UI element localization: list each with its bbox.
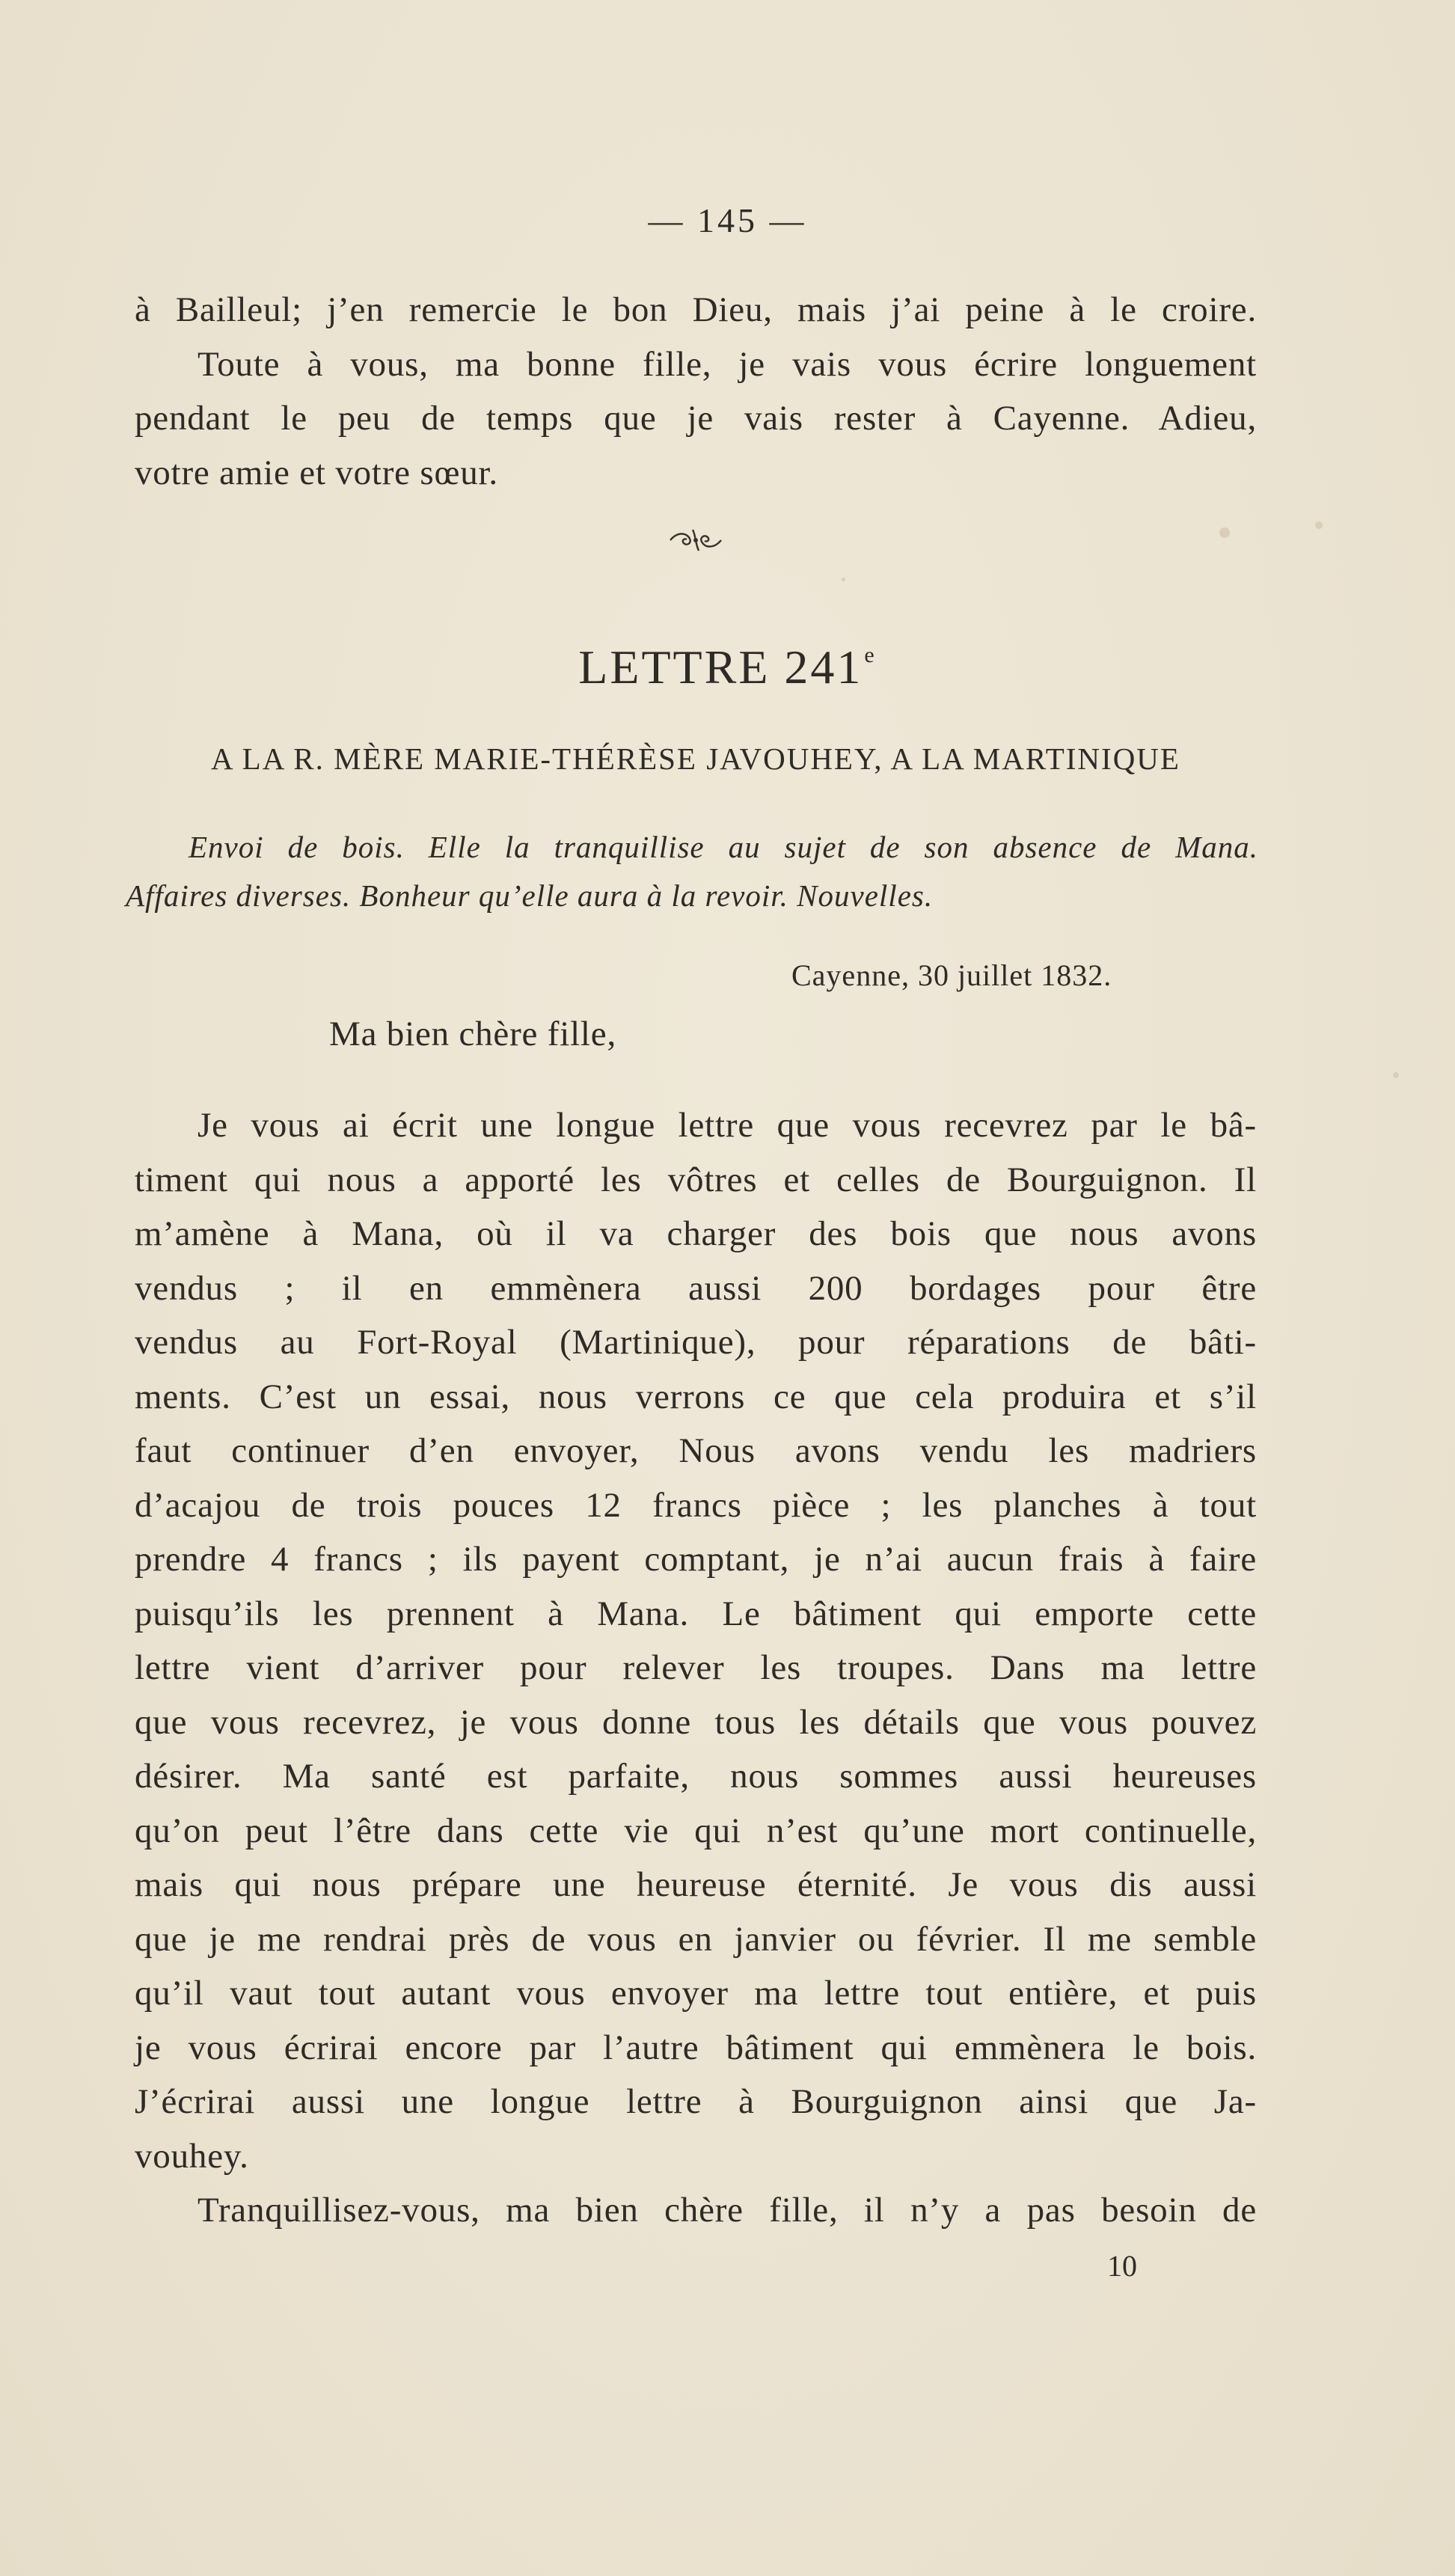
text-line: à Bailleul; j’en remercie le bon Dieu, mais j’ai peine à le croire.: [135, 290, 1257, 329]
text-line: Je vous ai écrit une longue lettre que vous recevrez par le bâ-: [197, 1106, 1257, 1145]
text-line: vendus au Fort-Royal (Martinique), pour réparations de bâti-: [135, 1323, 1257, 1362]
text-line: qu’il vaut tout autant vous envoyer ma lettre tout entière, et puis: [135, 1974, 1257, 2013]
letter-date: Cayenne, 30 juillet 1832.: [791, 958, 1112, 992]
paper-speck: [1219, 527, 1230, 538]
page-number: — 145 —: [648, 201, 807, 239]
paper-speck: [1315, 521, 1323, 529]
text-line: pendant le peu de temps que je vais rester à Cayenne. Adieu,: [135, 399, 1257, 438]
text-line: lettre vient d’arriver pour relever les troupes. Dans ma lettre: [135, 1648, 1257, 1687]
paper-speck: [842, 578, 845, 581]
signature-mark: 10: [1107, 2249, 1137, 2283]
text-line: désirer. Ma santé est parfaite, nous sommes aussi heureuses: [135, 1757, 1257, 1796]
text-line: que vous recevrez, je vous donne tous les détails que vous pouvez: [135, 1702, 1257, 1742]
text-line: votre amie et votre sœur.: [135, 453, 498, 492]
text-line: ments. C’est un essai, nous verrons ce que cela produira et s’il: [135, 1377, 1257, 1416]
summary-line: Affaires diverses. Bonheur qu’elle aura à la revoir. Nouvelles.: [126, 878, 934, 913]
text-line: puisqu’ils les prennent à Mana. Le bâtiment qui emporte cette: [135, 1594, 1257, 1633]
text-line: timent qui nous a apporté les vôtres et celles de Bourguignon. Il: [135, 1160, 1257, 1199]
text-line: vouhey.: [135, 2136, 249, 2176]
text-line: mais qui nous prépare une heureuse éternité. Je vous dis aussi: [135, 1865, 1257, 1904]
letter-title-text: LETTRE 241: [578, 640, 863, 694]
text-line: qu’on peut l’être dans cette vie qui n’est qu’une mort continuelle,: [135, 1811, 1257, 1850]
summary-line: Envoi de bois. Elle la tranquillise au sujet de son absence de Mana.: [189, 830, 1258, 864]
text-line: que je me rendrai près de vous en janvier ou février. Il me semble: [135, 1919, 1257, 1959]
text-line: Toute à vous, ma bonne fille, je vais vous écrire longuement: [197, 344, 1257, 384]
fleuron-ornament-icon: [667, 525, 724, 555]
letter-summary: [126, 823, 1258, 920]
opening-paragraph: [135, 283, 1257, 500]
paper-speck: [1393, 1072, 1399, 1078]
text-line: J’écrirai aussi une longue lettre à Bourguignon ainsi que Ja-: [135, 2082, 1257, 2121]
letter-addressee: A LA R. MÈRE MARIE-THÉRÈSE JAVOUHEY, A LA MARTINIQUE: [211, 741, 1180, 776]
letter-body: [135, 1098, 1257, 2238]
text-line: m’amène à Mana, où il va charger des bois que nous avons: [135, 1214, 1257, 1253]
letter-title-suffix: e: [864, 643, 877, 667]
text-line: Tranquillisez-vous, ma bien chère fille, il n’y a pas besoin de: [197, 2191, 1257, 2230]
text-line: faut continuer d’en envoyer, Nous avons vendu les madriers: [135, 1431, 1257, 1470]
letter-salutation: Ma bien chère fille,: [329, 1015, 616, 1053]
letter-title: [0, 640, 1455, 695]
text-line: vendus ; il en emmènera aussi 200 bordages pour être: [135, 1268, 1257, 1308]
text-line: je vous écrirai encore par l’autre bâtiment qui emmènera le bois.: [135, 2028, 1257, 2067]
text-line: d’acajou de trois pouces 12 francs pièce ; les planches à tout: [135, 1485, 1257, 1525]
text-line: prendre 4 francs ; ils payent comptant, je n’ai aucun frais à faire: [135, 1540, 1257, 1579]
